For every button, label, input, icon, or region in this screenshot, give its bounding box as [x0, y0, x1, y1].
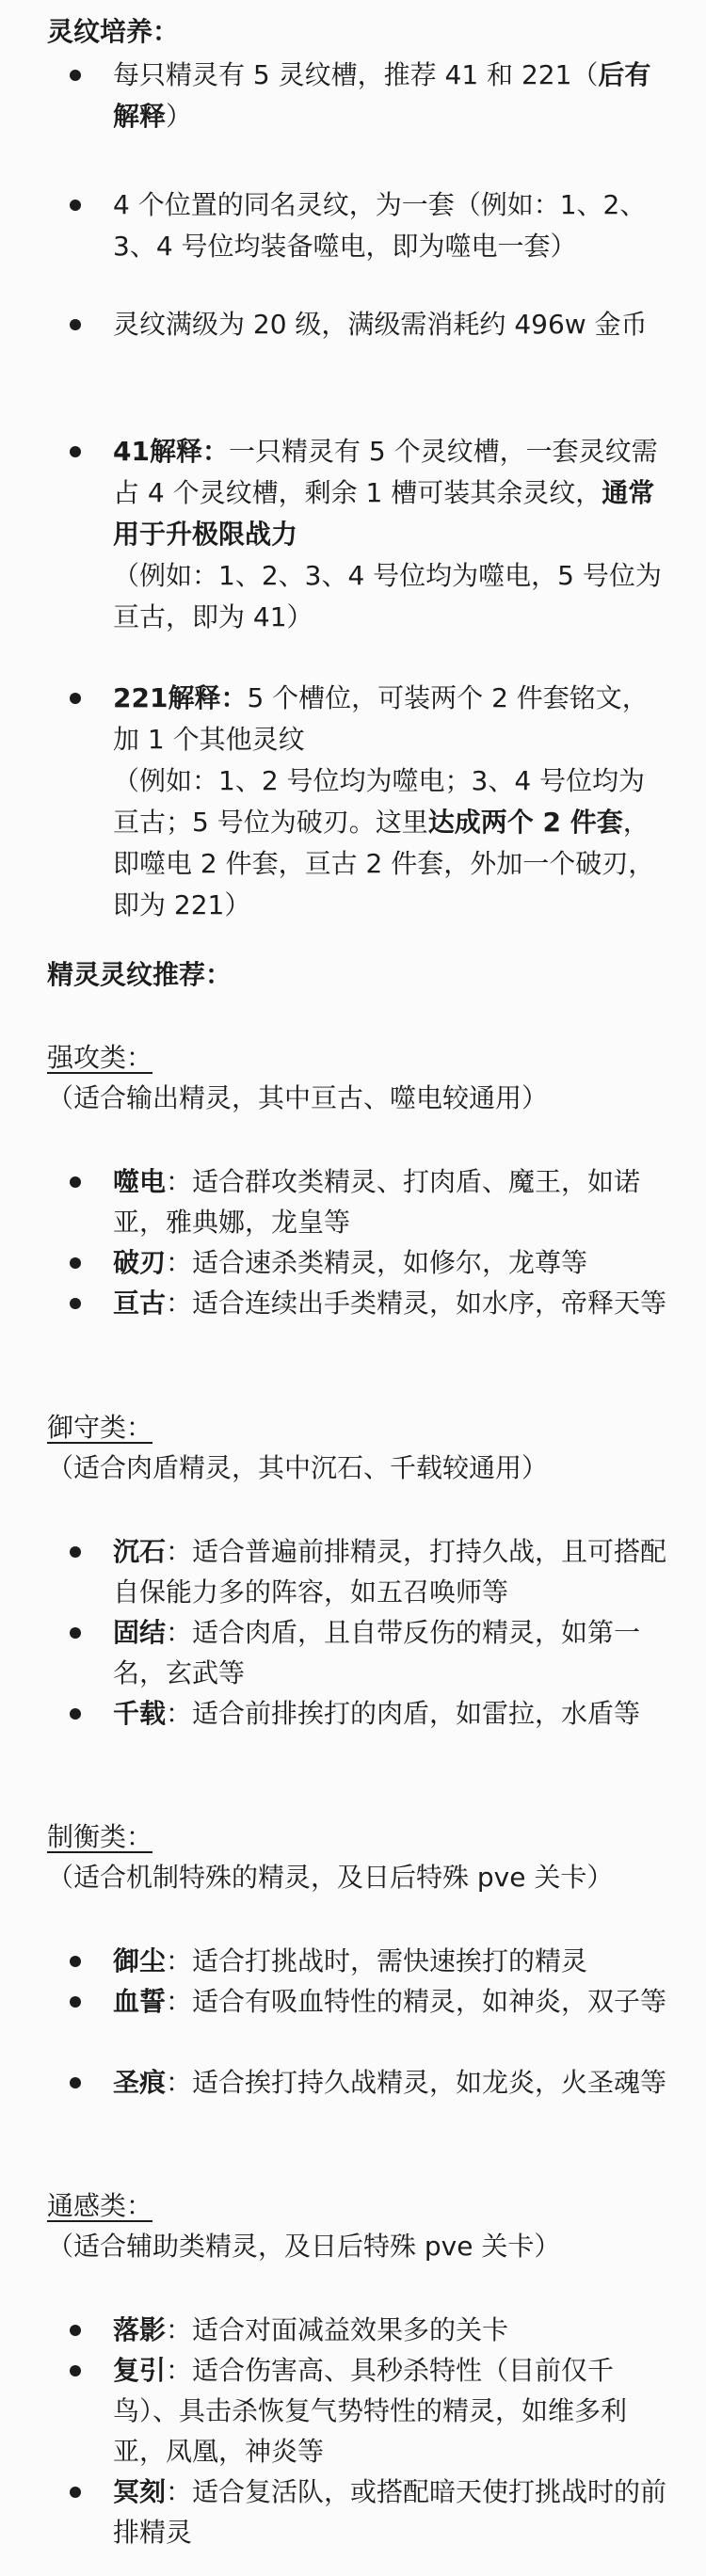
list-item-text: 41解释：一只精灵有 5 个灵纹槽，一套灵纹需占 4 个灵纹槽，剩余 1 槽可装其余灵纹，通常用于升极限战力 （例如：1、2、3、4 号位均为噬电，5 号位为亘古，即为 41）	[113, 436, 662, 632]
list-item-text: 冥刻：适合复活队，或搭配暗天使打挑战时的前排精灵	[113, 2476, 667, 2548]
list-item-text: 血誓：适合有吸血特性的精灵，如神炎，双子等	[113, 1986, 667, 2017]
bullet-icon	[70, 1996, 81, 2008]
bullet-icon	[70, 2325, 81, 2336]
list-item-text: 4 个位置的同名灵纹，为一套（例如：1、2、3、4 号位均装备噬电，即为噬电一套）	[113, 189, 647, 262]
list-item-text: 御尘：适合打挑战时，需快速挨打的精灵	[113, 1945, 588, 1976]
bullet-icon	[70, 2365, 81, 2376]
group-title: 御守类：	[47, 1412, 153, 1443]
list-item-text: 固结：适合肉盾，且自带反伤的精灵，如第一名，玄武等	[113, 1617, 641, 1688]
group-note: （适合输出精灵，其中亘古、噬电较通用）	[47, 1082, 549, 1113]
group-note: （适合辅助类精灵，及日后特殊 pve 关卡）	[47, 2231, 561, 2262]
bullet-icon	[70, 1176, 81, 1188]
group-note: （适合肉盾精灵，其中沉石、千载较通用）	[47, 1452, 549, 1483]
group-title: 制衡类：	[47, 1821, 153, 1852]
list-item-text: 221解释：5 个槽位，可装两个 2 件套铭文，加 1 个其他灵纹 （例如：1、2 号位均为噬电；3、4 号位均为亘古；5 号位为破刃。这里达成两个 2 件套，即噬电 2 件套，亘古 2 件套，外加一个破刃，即为 221）	[113, 682, 655, 920]
recommend-heading: 精灵灵纹推荐：	[47, 959, 233, 990]
bullet-icon	[70, 200, 81, 211]
group-title: 强攻类：	[47, 1042, 153, 1073]
list-item-text: 亘古：适合连续出手类精灵，如水序，帝释天等	[113, 1288, 667, 1319]
list-item-text: 千载：适合前排挨打的肉盾，如雷拉，水盾等	[113, 1698, 641, 1729]
list-item-text: 灵纹满级为 20 级，满级需消耗约 496w 金币	[113, 309, 648, 340]
bullet-icon	[70, 2077, 81, 2088]
cultivation-heading: 灵纹培养：	[47, 16, 180, 47]
list-item-text: 破刃：适合速杀类精灵，如修尔，龙尊等	[113, 1247, 588, 1278]
list-item-text: 每只精灵有 5 灵纹槽，推荐 41 和 221（后有解释）	[113, 59, 651, 132]
bullet-icon	[70, 1257, 81, 1269]
bullet-icon	[70, 1298, 81, 1309]
list-item-text: 沉石：适合普遍前排精灵，打持久战，且可搭配自保能力多的阵容，如五召唤师等	[113, 1536, 667, 1608]
bullet-icon	[70, 1627, 81, 1639]
bullet-icon	[70, 446, 81, 457]
bullet-icon	[70, 1708, 81, 1720]
bullet-icon	[70, 1956, 81, 1967]
list-item-text: 落影：适合对面减益效果多的关卡	[113, 2314, 509, 2345]
bullet-icon	[70, 693, 81, 704]
list-item-text: 复引：适合伤害高、具秒杀特性（目前仅千鸟）、具击杀恢复气势特性的精灵，如维多利亚，凤凰，神炎等	[113, 2355, 628, 2467]
bullet-icon	[70, 319, 81, 330]
group-note: （适合机制特殊的精灵，及日后特殊 pve 关卡）	[47, 1862, 614, 1893]
bullet-icon	[70, 70, 81, 81]
list-item-text: 噬电：适合群攻类精灵、打肉盾、魔王，如诺亚，雅典娜，龙皇等	[113, 1166, 641, 1238]
list-item-text: 圣痕：适合挨打持久战精灵，如龙炎，火圣魂等	[113, 2067, 667, 2098]
group-title: 通感类：	[47, 2190, 153, 2221]
bullet-icon	[70, 1546, 81, 1558]
bullet-icon	[70, 2487, 81, 2498]
